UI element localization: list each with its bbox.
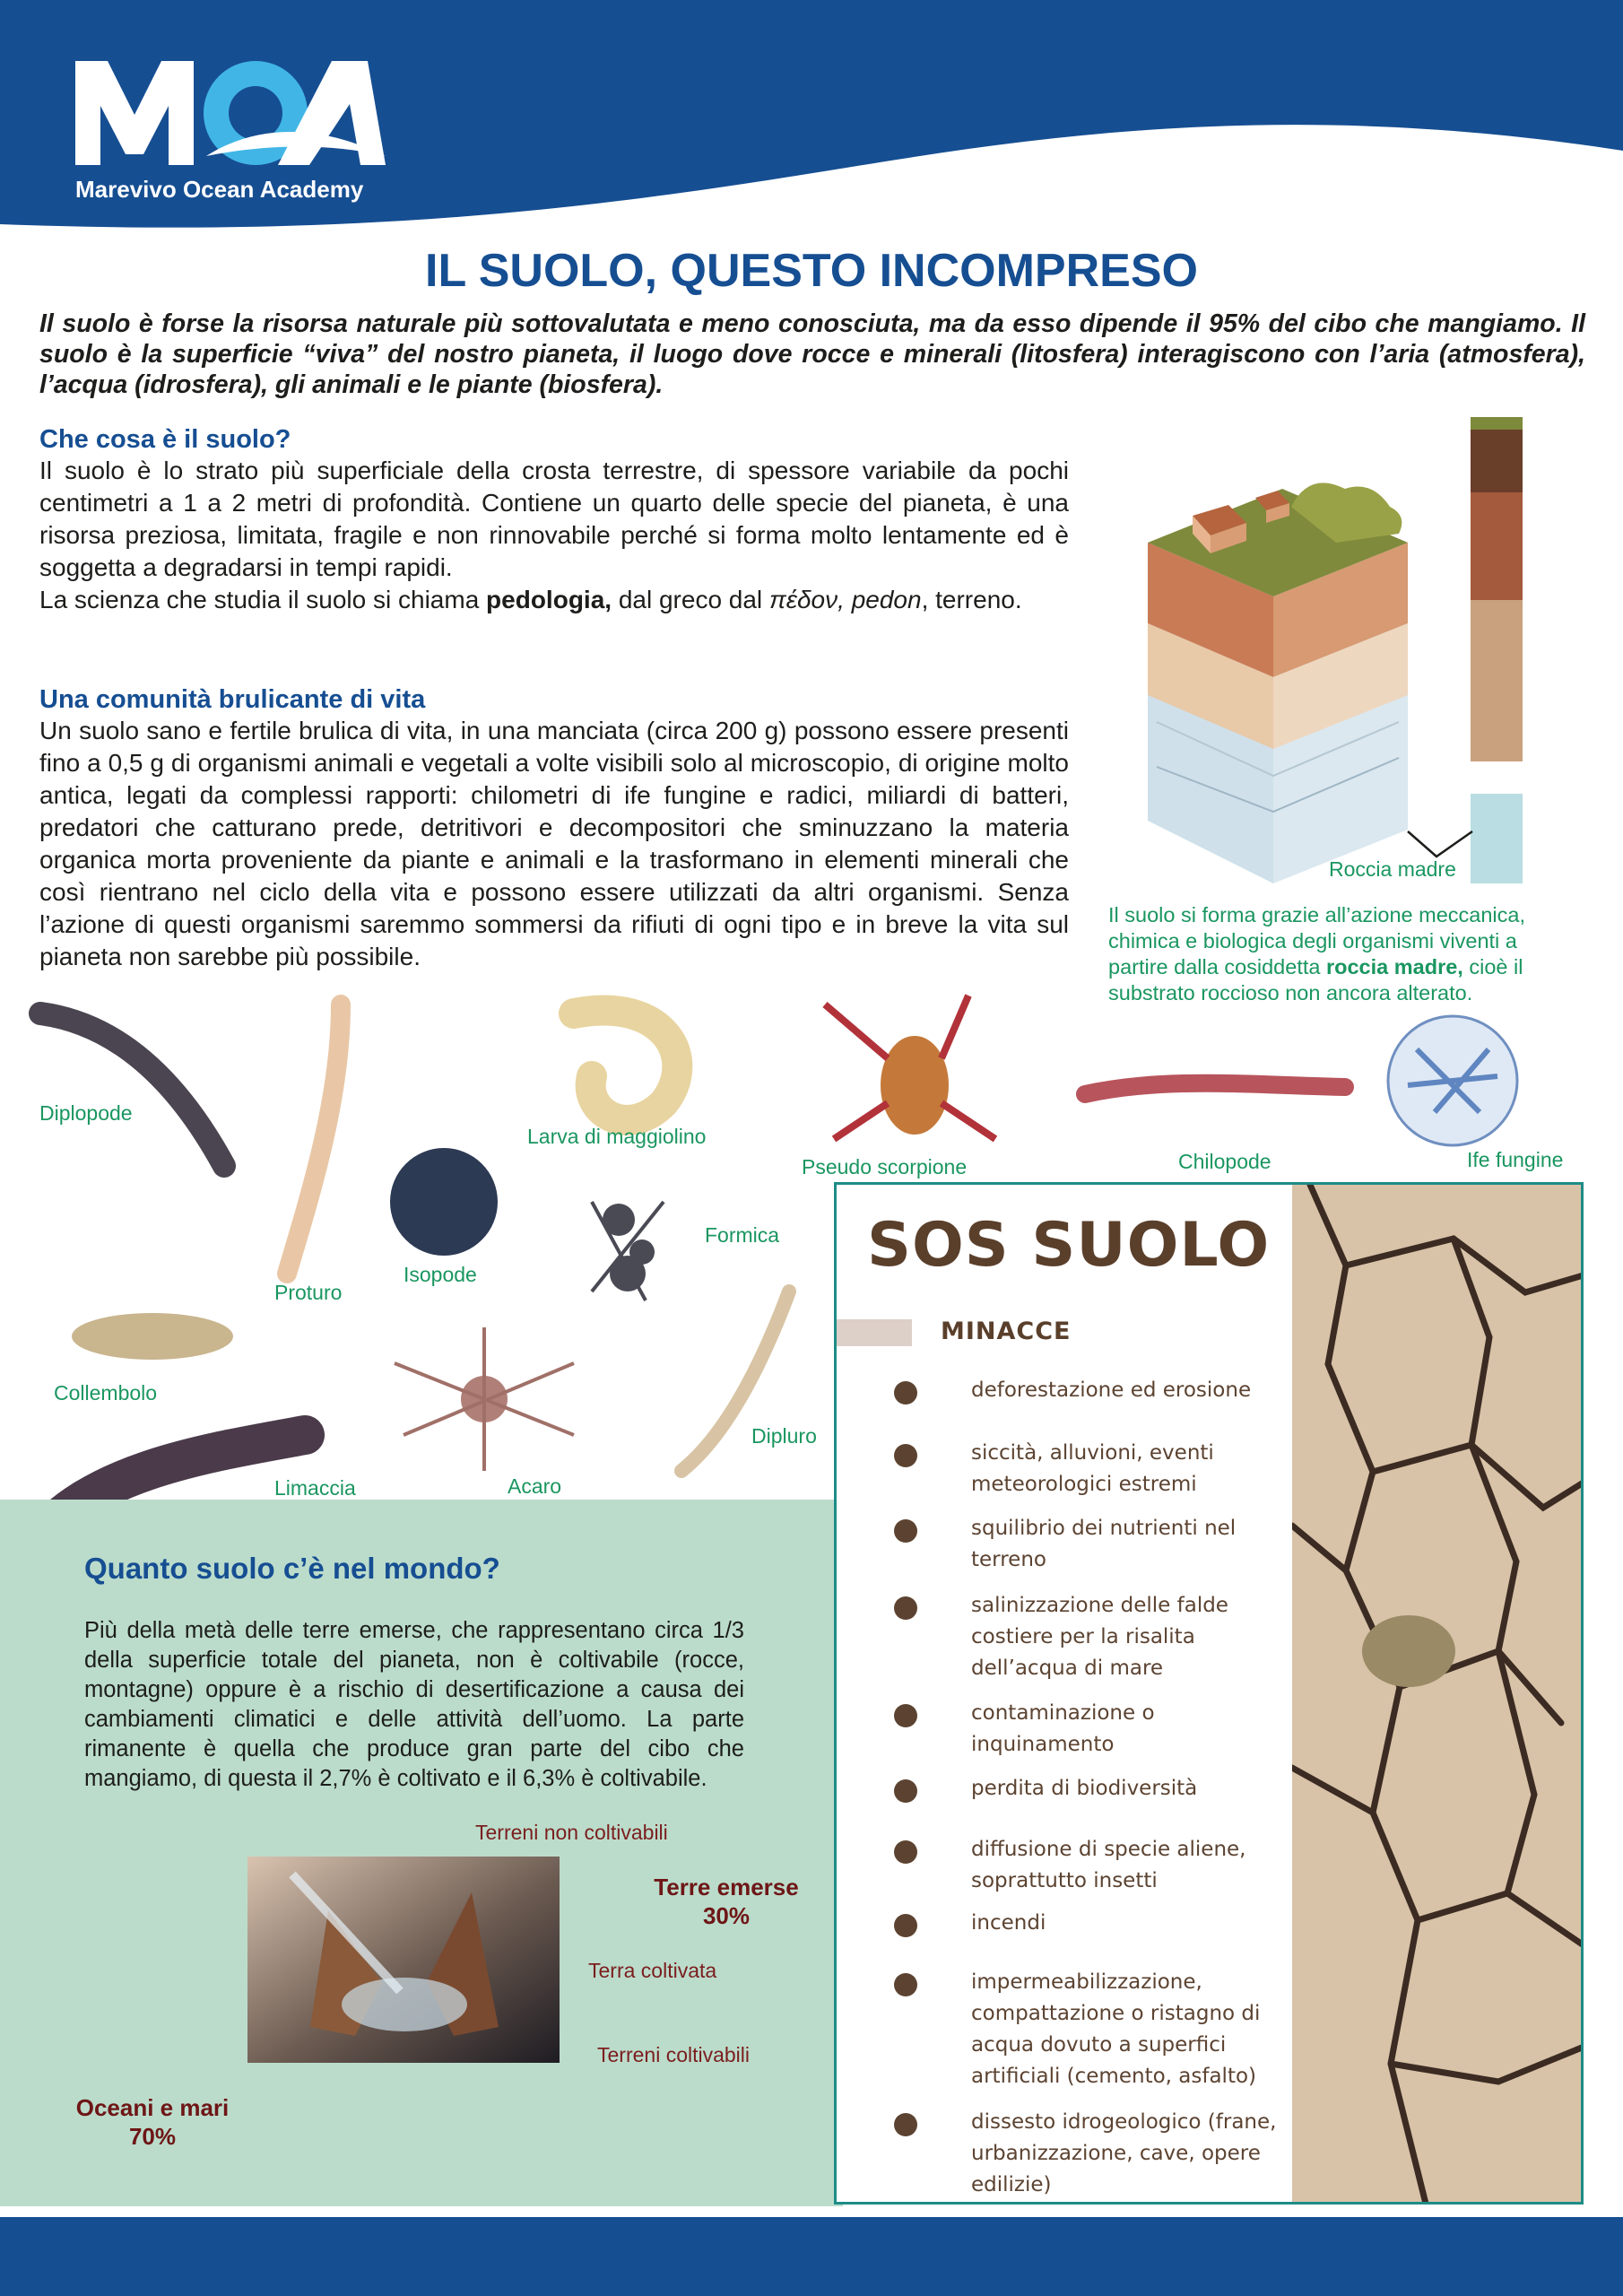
intro-paragraph: Il suolo è forse la risorsa naturale più sottovalutata e meno conosciuta, ma da esso dipende il 95% del cibo che mangiamo. Il suolo è la superficie “viva” del nostro pianeta, il luogo dove rocce e minerali (litosfera) interagiscono con l’aria (atmosfera), l’acqua (idrosfera), gli animali e le piante (biosfera). xyxy=(39,309,1585,399)
logo-subtitle: Marevivo Ocean Academy xyxy=(75,176,364,203)
minacce-accent-bar xyxy=(837,1319,912,1346)
soil-definition: Il suolo è lo strato più superficiale della crosta terrestre, di spessore variabile da pochi centimetri a 1 a 2 metri di profondità. Contiene un quarto delle specie del pianeta, è una risorsa preziosa, limitata, fragile e non rinnovabile perché si forma molto lentamente ed è soggetta a degradarsi in tempi rapidi. xyxy=(39,457,1069,581)
label-terreni-coltivabili: Terreni coltivabili xyxy=(597,2043,751,2066)
bullet-dot-icon xyxy=(894,1973,917,1996)
caption-bold: roccia madre, xyxy=(1325,955,1463,978)
science-middle: dal greco dal xyxy=(612,586,769,613)
footer-bar xyxy=(0,2217,1623,2296)
sos-suolo-panel: SOS SUOLO MINACCE deforestazione ed erosione siccità, alluvioni, eventi meteorologici estremi squilibrio dei nutrienti nel terreno salinizzazione delle falde costiere per la risalita dell’acqua di mare contaminazione o inquinamento perdita di biodiversità diffusione di specie aliene, soprattutto insetti incendi impermeabilizzazione, compattazione o ristagno di acqua dovuto a superfici artificiali (cemento, asfalto) dissesto idrogeologico (frane, urbanizzazione, cave, opere edilizie) xyxy=(834,1182,1584,2205)
hands-water-photo xyxy=(247,1857,560,2063)
label-pseudo-scorpione: Pseudo scorpione xyxy=(802,1155,968,1178)
isopode-illustration xyxy=(390,1148,498,1256)
label-formica: Formica xyxy=(705,1223,780,1247)
caption-prefix: Il suolo si forma grazie all’azione meccanica, chimica e biologica degli organismi viventi a partire dalla cosiddetta xyxy=(1108,903,1525,978)
label-limaccia: Limaccia xyxy=(274,1476,356,1500)
science-term: pedologia, xyxy=(486,586,612,613)
terre-emerse-label: Terre emerse xyxy=(654,1874,799,1900)
science-suffix: , terreno. xyxy=(921,586,1022,613)
bullet-dot-icon xyxy=(894,2113,917,2136)
label-acaro: Acaro xyxy=(508,1474,562,1498)
acaro-illustration xyxy=(395,1327,574,1471)
label-collembolo: Collembolo xyxy=(54,1381,158,1405)
label-isopode: Isopode xyxy=(404,1263,477,1286)
section-heading: Che cosa è il suolo? xyxy=(39,425,291,454)
world-soil-heading: Quanto suolo c’è nel mondo? xyxy=(84,1552,500,1585)
diplopode-illustration xyxy=(40,1013,224,1166)
label-ife-fungine: Ife fungine xyxy=(1467,1148,1564,1171)
oceani-block xyxy=(54,2093,251,2151)
world-soil-body: Più della metà delle terre emerse, che rappresentano circa 1/3 della superficie totale del pianeta, non è coltivabile (rocce, montagne) oppure è a rischio di desertificazione a causa dei cambiamenti climatici e delle attività dell’uomo. La parte rimanente è quella che produce gran parte del cibo che mangiamo, di questa il 2,7% è coltivato e il 6,3% è coltivabile. xyxy=(84,1618,744,1791)
bullet-dot-icon xyxy=(894,1779,917,1803)
section-heading: Una comunità brulicante di vita xyxy=(39,685,426,714)
bullet-dot-icon xyxy=(894,1444,917,1467)
larva-illustration xyxy=(574,1010,677,1119)
caption-suffix: cioè il substrato roccioso non ancora alterato. xyxy=(1108,955,1523,1004)
label-diplopode: Diplopode xyxy=(39,1101,133,1125)
label-proturo: Proturo xyxy=(274,1281,343,1304)
page-title: IL SUOLO, QUESTO INCOMPRESO xyxy=(425,245,1198,297)
label-terreni-non-coltivabili: Terreni non coltivabili xyxy=(475,1821,668,1844)
section-body xyxy=(39,455,1069,616)
formica-illustration xyxy=(592,1202,664,1300)
science-prefix: La scienza che studia il suolo si chiama xyxy=(39,586,487,613)
bullet-dot-icon xyxy=(894,1914,917,1937)
bullet-dot-icon xyxy=(894,1596,917,1620)
section-body: Un suolo sano e fertile brulica di vita, in una manciata (circa 200 g) possono essere presenti fino a 0,5 g di organismi animali e vegetali a volte visibili solo al microscopio, di origine molto antica, legati da complessi rapporti: chilometri di ife fungine e radici, miliardi di batteri, predatori che catturano prede, detritivori e decompositori che sminuzzano la materia organica morta proveniente da piante e animali e la trasformano in elementi minerali che così rientrano nel ciclo della vita e possono essere utilizzati da altri organismi. Senza l’azione di questi organismi saremmo sommersi da rifiuti di ogni tipo e in breve la vita sul pianeta non sarebbe più possibile. xyxy=(39,717,1069,970)
label-larva: Larva di maggiolino xyxy=(527,1125,707,1148)
minacce-heading: MINACCE xyxy=(941,1318,1072,1345)
label-terra-coltivata: Terra coltivata xyxy=(588,1959,717,1982)
soil-profile-illustration xyxy=(1139,408,1551,892)
bullet-dot-icon xyxy=(894,1840,917,1864)
label-chilopode: Chilopode xyxy=(1178,1150,1271,1173)
chilopode-illustration xyxy=(1085,1083,1345,1094)
bullet-dot-icon xyxy=(894,1704,917,1727)
oceani-pct: 70% xyxy=(128,2123,177,2150)
sos-title: SOS SUOLO xyxy=(867,1210,1271,1281)
oceani-label: Oceani e mari xyxy=(75,2094,230,2121)
section-community xyxy=(39,685,1069,973)
moa-logo xyxy=(72,50,395,212)
proturo-illustration xyxy=(287,1004,341,1274)
cracked-soil-photo xyxy=(1292,1185,1584,2205)
terre-emerse-pct: 30% xyxy=(702,1902,751,1929)
section-what-is-soil xyxy=(39,425,1069,616)
science-greek: πέδον, pedon xyxy=(768,586,922,613)
collembolo-illustration xyxy=(72,1313,233,1360)
bullet-dot-icon xyxy=(894,1381,917,1405)
bullet-dot-icon xyxy=(894,1519,917,1543)
label-dipluro: Dipluro xyxy=(751,1424,817,1448)
pseudo-scorpione-illustration xyxy=(881,1036,949,1135)
roccia-madre-label: Roccia madre xyxy=(1329,857,1456,881)
terre-emerse-block xyxy=(628,1873,825,1930)
